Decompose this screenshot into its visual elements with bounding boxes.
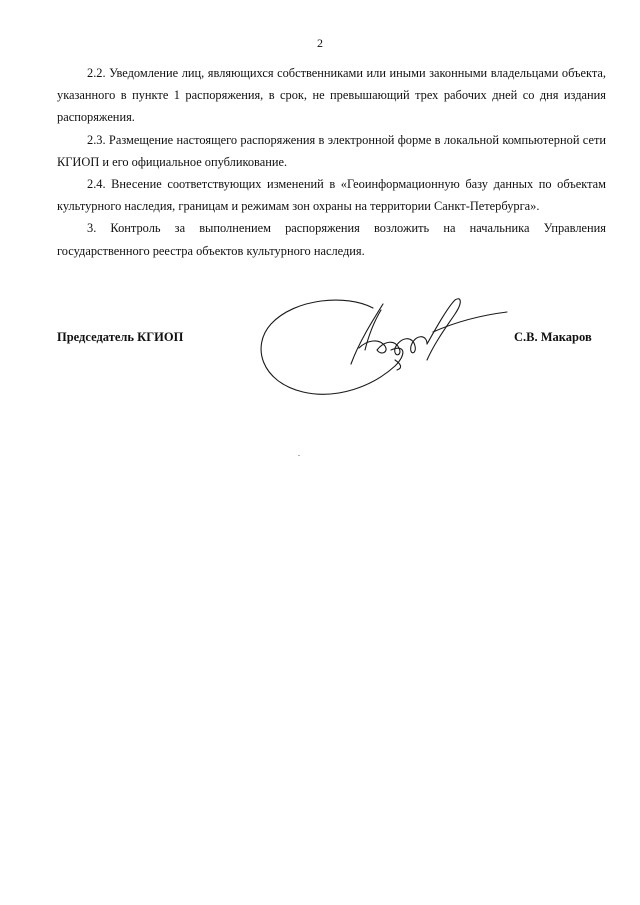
paragraph-2-2: 2.2. Уведомление лиц, являющихся собственниками или иными законными владельцами объекта, указанного в пункте 1 распоряжения, в срок, не превышающий трех рабочих дней со дня издания распоряжения. [57, 66, 606, 125]
paragraph-2-4: 2.4. Внесение соответствующих изменений в «Геоинформационную базу данных по объектам культурного наследия, границам и режимам зон охраны на территории Санкт-Петербурга». [57, 177, 606, 214]
paragraph-3: 3. Контроль за выполнением распоряжения возложить на начальника Управления государственного реестра объектов культурного наследия. [57, 221, 606, 258]
signature-icon [255, 290, 515, 405]
paragraph-2-3: 2.3. Размещение настоящего распоряжения в электронной форме в локальной компьютерной сети КГИОП и его официальное опубликование. [57, 132, 606, 169]
signature-block [0, 290, 640, 410]
document-body [57, 62, 606, 262]
scan-speck [298, 455, 300, 456]
page-number: 2 [317, 36, 323, 50]
signer-title: Председатель КГИОП [57, 330, 184, 344]
signer-name: С.В. Макаров [514, 330, 592, 344]
